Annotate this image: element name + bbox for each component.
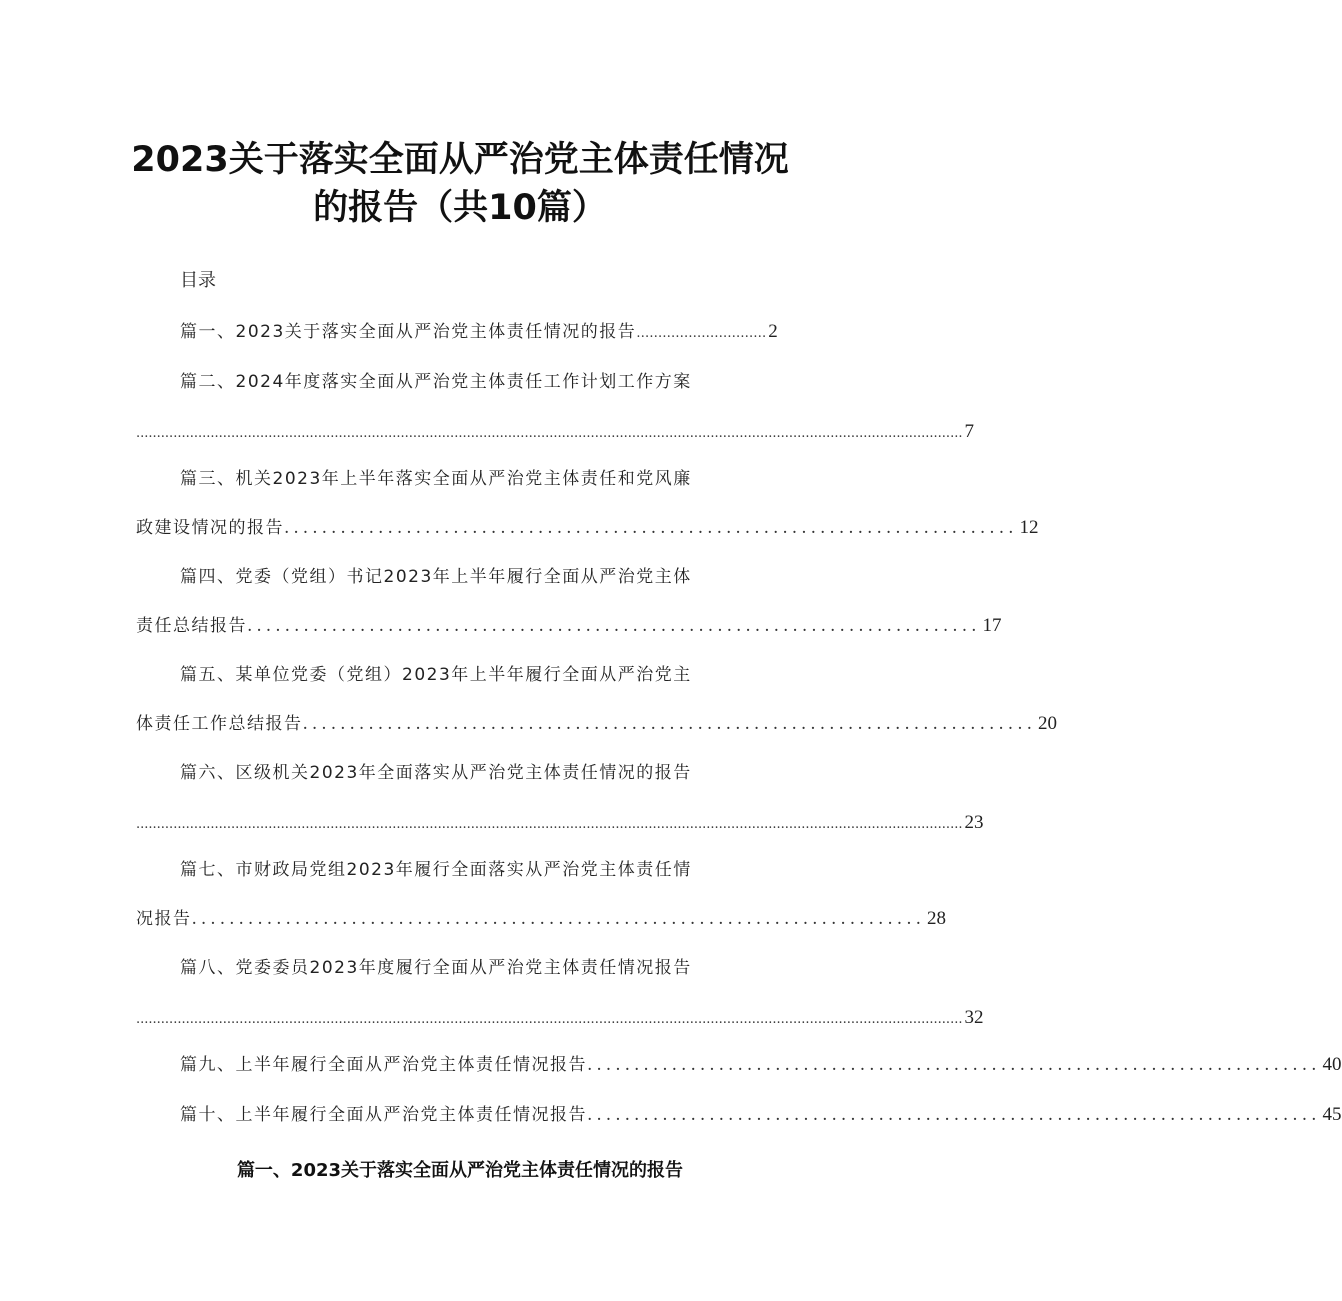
toc-entry-8-leader: ........................................................................................................................................................................................................ (136, 1012, 963, 1027)
toc-entry-7-line-1[interactable] (180, 856, 774, 884)
toc-entry-9-text: 篇九、上半年履行全面从严治党主体责任情况报告 (180, 1055, 587, 1075)
toc-entry-7-line-2[interactable] (136, 905, 946, 933)
toc-entry-10[interactable] (180, 1101, 1342, 1129)
toc-entry-8-text: 篇八、党委委员2023年度履行全面从严治党主体责任情况报告 (180, 958, 692, 978)
document-title-line-2: 的报告（共10篇） (313, 188, 607, 228)
toc-entry-4-text-1: 篇四、党委（党组）书记2023年上半年履行全面从严治党主体 (180, 567, 692, 587)
toc-entry-2-text: 篇二、2024年度落实全面从严治党主体责任工作计划工作方案 (180, 372, 692, 392)
toc-heading: 目录 (180, 270, 216, 291)
toc-entry-7-leader: .............................................................................. (191, 909, 925, 929)
toc-entry-6-line-1[interactable] (180, 759, 774, 787)
toc-entry-6-text: 篇六、区级机关2023年全面落实从严治党主体责任情况的报告 (180, 763, 692, 783)
toc-entry-2-line-2[interactable] (136, 418, 974, 446)
toc-entry-3-text-2: 政建设情况的报告 (136, 518, 284, 538)
toc-entry-8-line-1[interactable] (180, 954, 774, 982)
toc-entry-3-text-1: 篇三、机关2023年上半年落实全面从严治党主体责任和党风廉 (180, 469, 692, 489)
toc-entry-1[interactable] (180, 318, 778, 346)
toc-entry-5-page: 20 (1038, 713, 1057, 734)
toc-entry-5-line-1[interactable] (180, 661, 774, 689)
toc-entry-7-text-2: 况报告 (136, 909, 192, 929)
toc-entry-6-leader: ........................................................................................................................................................................................................ (136, 817, 963, 832)
toc-entry-1-text: 篇一、2023关于落实全面从严治党主体责任情况的报告 (180, 322, 637, 342)
toc-entry-6-line-2[interactable] (136, 809, 984, 837)
toc-entry-9-leader: .............................................................................. (587, 1055, 1321, 1075)
toc-entry-3-leader: .............................................................................. (284, 518, 1018, 538)
toc-entry-4-leader: .............................................................................. (247, 616, 981, 636)
toc-entry-4-page: 17 (982, 615, 1002, 636)
toc-entry-7-page: 28 (927, 908, 946, 929)
toc-entry-5-line-2[interactable] (136, 710, 1057, 738)
toc-entry-9[interactable] (180, 1051, 1342, 1079)
toc-entry-10-page: 45 (1322, 1104, 1342, 1125)
toc-entry-2-leader: ........................................................................................................................................................................................................ (136, 426, 963, 441)
toc-entry-9-page: 40 (1322, 1054, 1342, 1075)
toc-entry-4-line-2[interactable] (136, 612, 1002, 640)
toc-entry-3-line-2[interactable] (136, 514, 1039, 542)
toc-entry-6-page: 23 (964, 812, 984, 833)
toc-entry-1-leader: ………………………… (636, 326, 767, 341)
toc-entry-2-line-1[interactable] (180, 368, 774, 396)
toc-entry-8-line-2[interactable] (136, 1004, 984, 1032)
toc-entry-3-page: 12 (1019, 517, 1039, 538)
toc-entry-10-leader: .............................................................................. (587, 1105, 1321, 1125)
toc-entry-5-text-1: 篇五、某单位党委（党组）2023年上半年履行全面从严治党主 (180, 665, 692, 685)
toc-entry-5-leader: .............................................................................. (302, 714, 1036, 734)
toc-entry-1-page: 2 (768, 321, 778, 342)
toc-entry-3-line-1[interactable] (180, 465, 774, 493)
section-heading: 篇一、2023关于落实全面从严治党主体责任情况的报告 (236, 1160, 684, 1181)
toc-entry-10-text: 篇十、上半年履行全面从严治党主体责任情况报告 (180, 1105, 587, 1125)
toc-entry-8-page: 32 (964, 1007, 984, 1028)
document-title-line-1: 2023关于落实全面从严治党主体责任情况 (131, 140, 789, 180)
toc-entry-2-page: 7 (964, 421, 974, 442)
toc-entry-5-text-2: 体责任工作总结报告 (136, 714, 303, 734)
toc-entry-4-line-1[interactable] (180, 563, 774, 591)
toc-entry-7-text-1: 篇七、市财政局党组2023年履行全面落实从严治党主体责任情 (180, 860, 692, 880)
toc-entry-4-text-2: 责任总结报告 (136, 616, 247, 636)
